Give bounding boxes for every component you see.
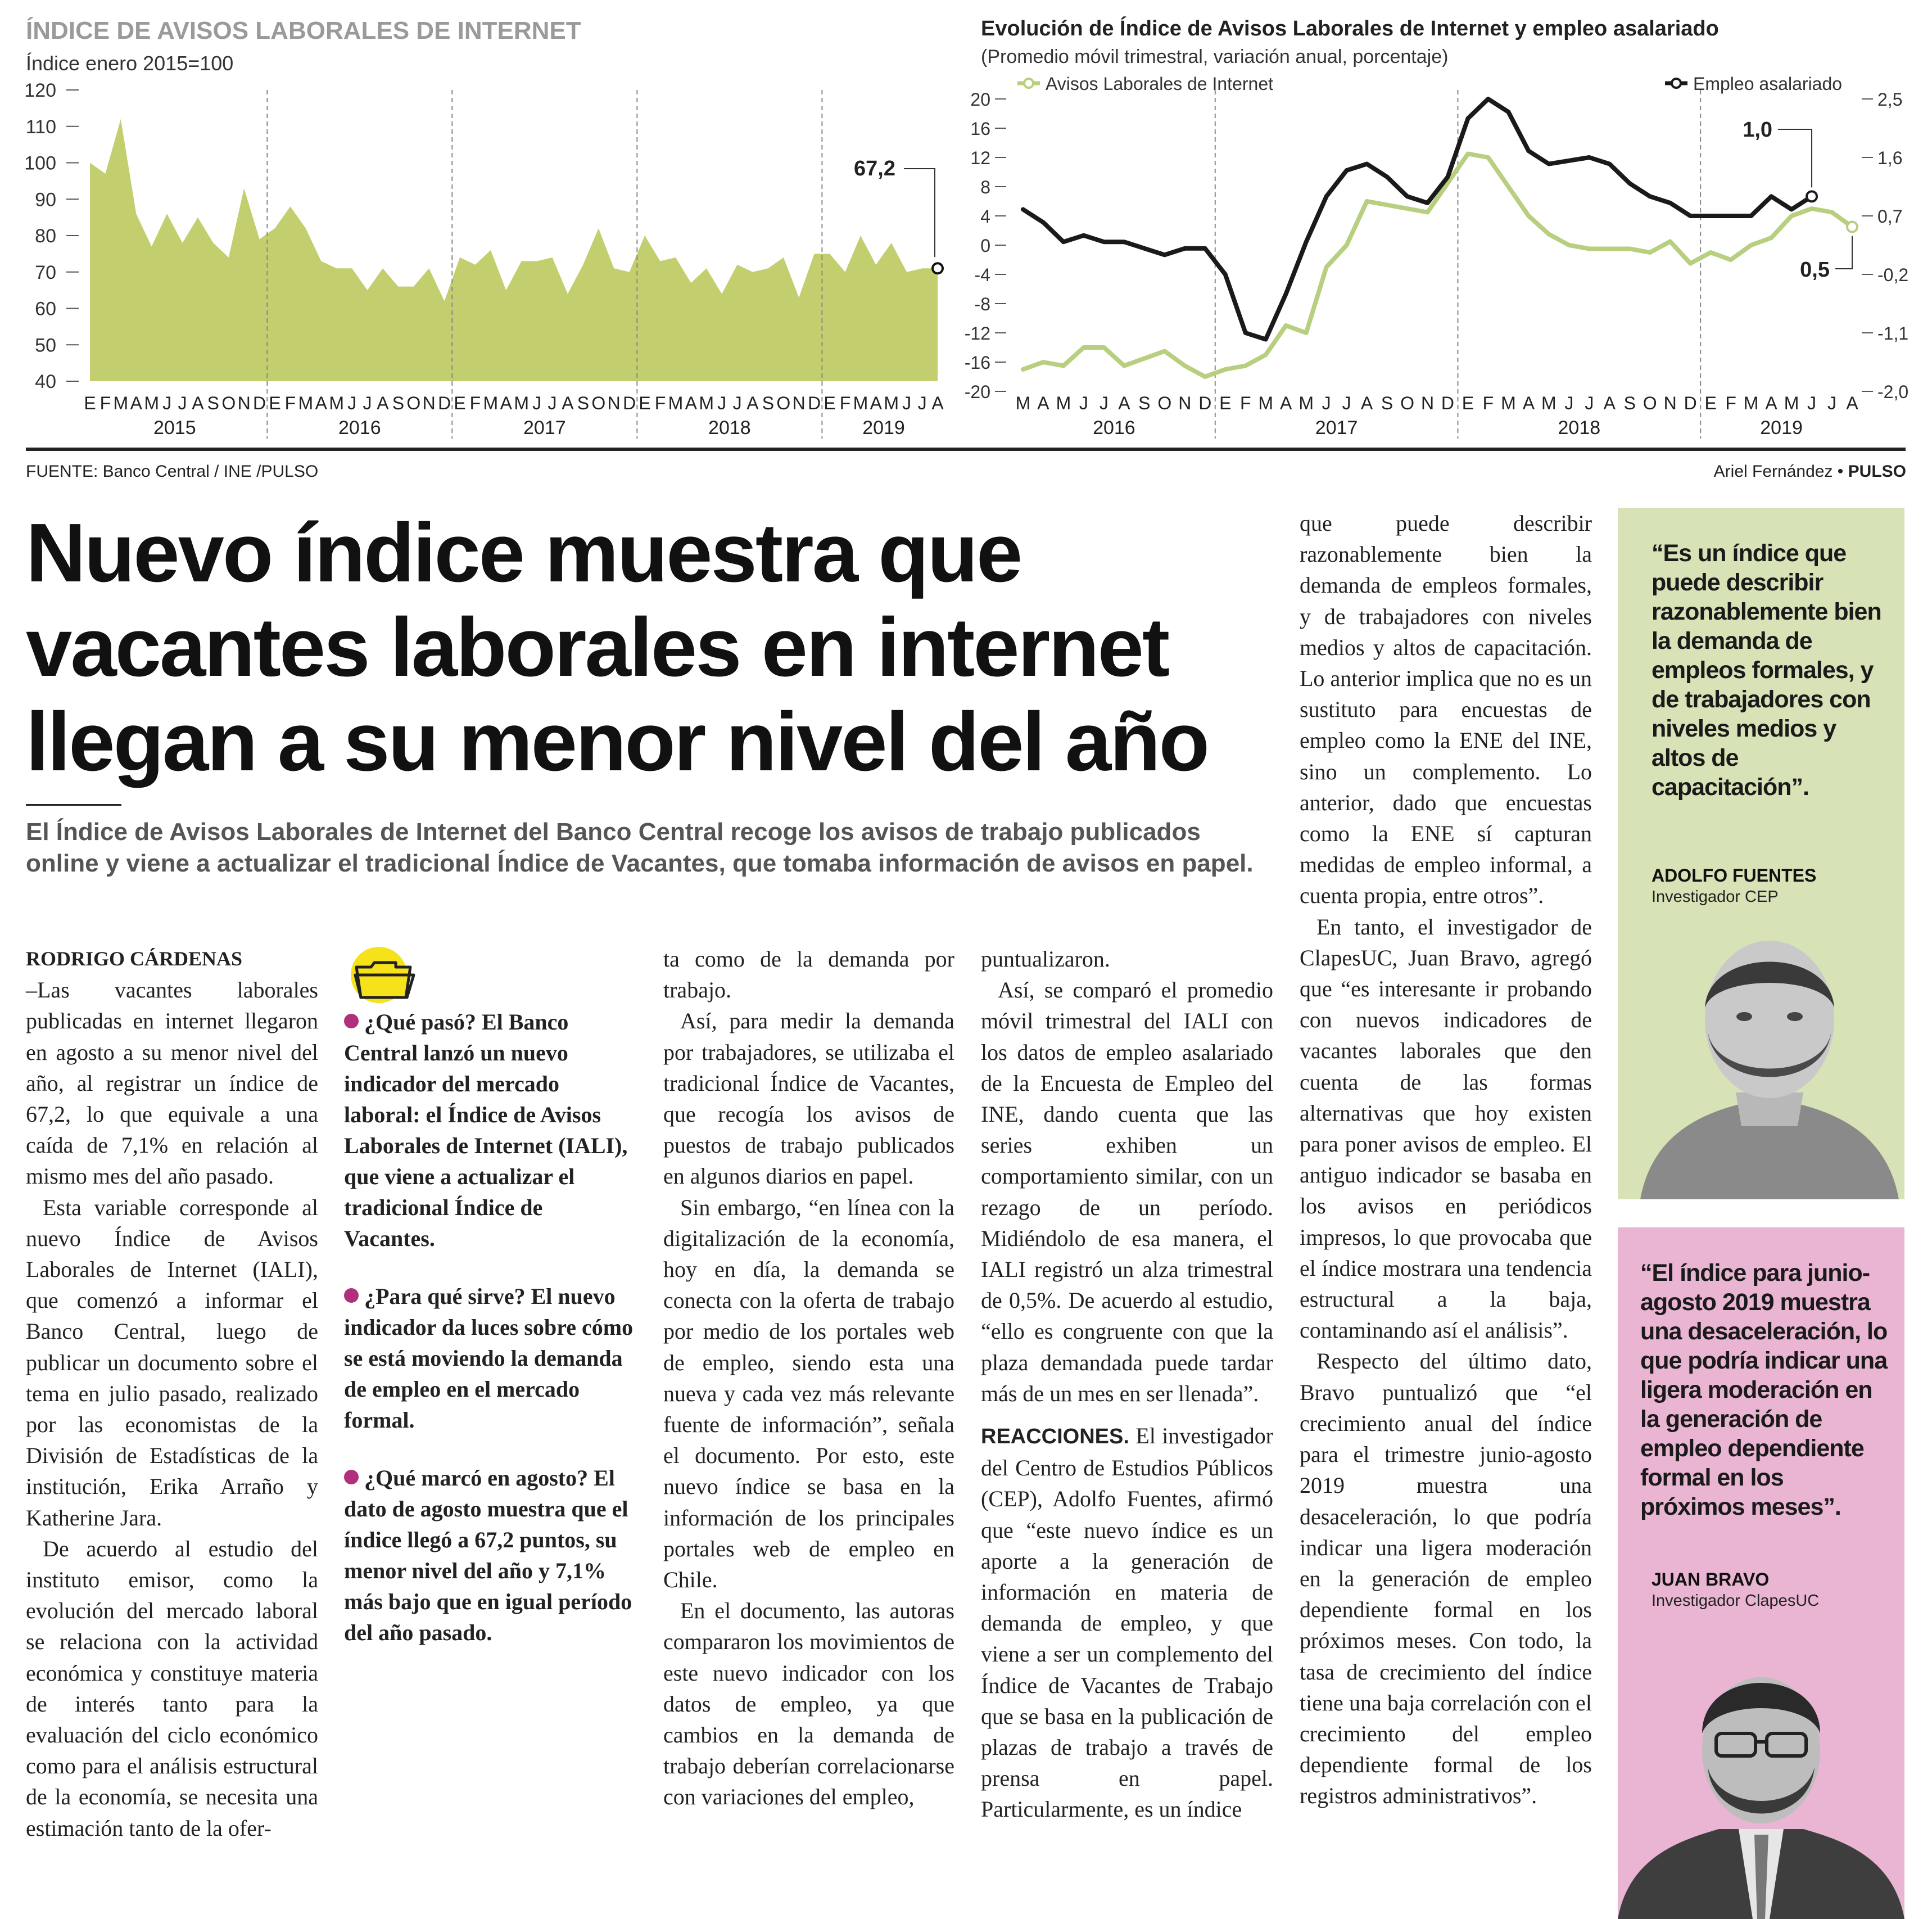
left-y-tick-label: -4: [974, 265, 990, 285]
x-month-label: O: [776, 393, 791, 413]
col1-paragraph-2: Esta variable corresponde al nuevo Índice de Avisos Laborales de Internet (IALI), que comenzó a informar el Banco Central, luego de publicar un documento sobre el tema en julio pasado, realizado por las economistas de la División de Estadísticas de la institución, Erika Arraño y Katherine Jara.: [26, 1194, 318, 1530]
x-month-label: E: [269, 393, 281, 413]
x-month-label: D: [808, 393, 821, 413]
col3-paragraph-2: Así, para medir la demanda por trabajadores, se utilizaba el tradicional Índice de Vacantes, que recogía los avisos de puestos de trabajo publicados en algunos diarios en papel.: [663, 1008, 954, 1189]
legend-empleo-marker: [1672, 79, 1681, 88]
x-month-label: A: [500, 393, 512, 413]
x-month-label: M: [1298, 393, 1314, 413]
x-month-label: E: [639, 393, 651, 413]
x-year-label: 2017: [1315, 417, 1358, 439]
left-y-tick-label: 0: [980, 236, 990, 256]
legend-avisos-marker: [1024, 79, 1033, 88]
x-month-label: J: [532, 393, 542, 413]
headline: Nuevo índice muestra que vacantes laborales en internet llegan a su menor nivel del año: [26, 507, 1208, 788]
x-month-label: E: [824, 393, 836, 413]
x-month-label: F: [469, 393, 481, 413]
x-month-label: O: [1157, 393, 1172, 413]
col3-paragraph-4: En el documento, las autoras compararon los movimientos de este nuevo indicador con los datos de empleo, ya que cambios en la demanda de trabajo deberían correlacionarse con variaciones del empleo,: [663, 1598, 954, 1810]
x-month-label: F: [1482, 393, 1494, 413]
x-month-label: J: [363, 393, 372, 413]
x-month-label: E: [454, 393, 466, 413]
x-month-label: D: [1441, 393, 1455, 413]
quote-name: JUAN BRAVO: [1652, 1569, 1770, 1590]
left-chart-title: ÍNDICE DE AVISOS LABORALES DE INTERNET: [26, 17, 581, 44]
folder-icon: [344, 946, 423, 1010]
right-y-tick-label: -1,1: [1877, 323, 1909, 344]
avisos-callout-line: [1835, 236, 1852, 269]
x-month-label: A: [192, 393, 204, 413]
left-y-tick-label: 12: [970, 148, 990, 168]
x-month-label: M: [668, 393, 684, 413]
col4-paragraph-2: Así, se comparó el promedio móvil trimestral del IALI con los datos de empleo asalariado de la Encuesta de Empleo del INE, dando cuenta que las series exhiben un comportamiento similar, con un rezago de un período. Midiéndolo de esa manera, el IALI registró un alza trimestral de 0,5%. De acuerdo al estudio, “ello es congruente con que la plaza demandada puede tardar más de un mes en ser llenada”.: [981, 977, 1273, 1406]
x-month-label: D: [1684, 393, 1697, 413]
x-month-label: S: [207, 393, 220, 413]
left-y-tick-label: 4: [980, 206, 990, 227]
bullet-icon: [344, 1014, 359, 1028]
x-month-label: S: [392, 393, 405, 413]
headline-rule: [26, 804, 121, 806]
x-month-label: A: [1603, 393, 1616, 413]
left-y-tick-label: -16: [964, 353, 990, 373]
x-month-label: J: [162, 393, 172, 413]
left-y-tick-label: -8: [974, 294, 990, 314]
col4-paragraph-3: REACCIONES. El investigador del Centro de Estudios Públicos (CEP), Adolfo Fuentes, afirmó que “este nuevo índice es un aporte a la generación de información en materia de demanda de empleo, y que viene a ser un complemento del Índice de Vacantes de Trabajo que se basa en la publicación de plazas de trabajo a través de prensa en papel. Particularmente, es un índice: [981, 1423, 1274, 1822]
right-chart-title: Evolución de Índice de Avisos Laborales de Internet y empleo asalariado: [981, 17, 1719, 40]
col1-paragraph-1: –Las vacantes laborales publicadas en internet llegaron en agosto a su menor nivel del año, al registrar un índice de 67,2, lo que equivale a una caída de 7,1% en relación al mismo mes del año pasado.: [26, 977, 318, 1189]
x-month-label: S: [1623, 393, 1636, 413]
right-y-tick-label: -2,0: [1877, 382, 1909, 402]
portrait-juan-bravo: [1618, 1643, 1904, 1919]
byline: RODRIGO CÁRDENAS: [26, 947, 243, 970]
bullet-icon: [344, 1470, 359, 1484]
x-year-label: 2016: [1093, 417, 1135, 439]
x-month-label: A: [1522, 393, 1535, 413]
x-month-label: E: [84, 393, 96, 413]
y-tick-label: 40: [35, 371, 56, 392]
column-5: [1300, 508, 1592, 1812]
left-y-tick-label: -20: [964, 382, 990, 402]
left-y-tick-label: -12: [964, 323, 990, 344]
x-month-label: N: [607, 393, 621, 413]
x-month-label: A: [931, 393, 944, 413]
x-month-label: O: [221, 393, 236, 413]
last-value-label: 67,2: [854, 157, 895, 180]
x-month-label: J: [1099, 393, 1108, 413]
y-tick-label: 110: [25, 116, 56, 138]
x-month-label: A: [746, 393, 759, 413]
col4-paragraph-1: puntualizaron.: [981, 946, 1110, 972]
y-tick-label: 90: [35, 189, 56, 211]
x-month-label: E: [1704, 393, 1717, 413]
chart-divider: [26, 448, 1906, 451]
right-y-tick-label: 2,5: [1877, 89, 1903, 110]
summary-item: ¿Qué pasó? El Banco Central lanzó un nuevo indicador del mercado laboral: el Índice de Avisos Laborales de Internet (IALI), que viene a actualizar el tradicional Índice de Vacantes.: [344, 1009, 628, 1251]
column-4: [981, 943, 1273, 1825]
legend-avisos-label: Avisos Laborales de Internet: [1046, 74, 1273, 94]
x-month-label: N: [792, 393, 806, 413]
x-month-label: M: [1541, 393, 1557, 413]
reactions-label: REACCIONES.: [981, 1425, 1129, 1449]
x-month-label: J: [548, 393, 557, 413]
right-chart-subtitle: (Promedio móvil trimestral, variación anual, porcentaje): [981, 46, 1449, 67]
x-month-label: A: [1037, 393, 1049, 413]
y-tick-label: 100: [24, 152, 56, 174]
x-month-label: M: [884, 393, 899, 413]
x-month-label: A: [1765, 393, 1777, 413]
right-y-tick-label: -0,2: [1877, 265, 1909, 285]
area-series-fill: [90, 119, 938, 381]
last-point-marker: [933, 263, 943, 273]
x-month-label: J: [1585, 393, 1594, 413]
bullet-icon: [344, 1288, 359, 1303]
col5-paragraph-1: que puede describir razonablemente bien la demanda de empleos formales, y de trabajadores con niveles medios y altos de capacitación. Lo anterior implica que no es un sustituto para encuestas de empleo como la ENE del INE, sino un complemento. Lo anterior, dado que encuestas como la ENE sí capturan medidas de empleo informal, a cuenta propia, entre otros”.: [1300, 511, 1592, 909]
x-month-label: J: [1807, 393, 1817, 413]
x-month-label: M: [514, 393, 530, 413]
col5-paragraph-3: Respecto del último dato, Bravo puntualizó que “el crecimiento anual del índice para el trimestre junio-agosto 2019 muestra una desaceleración, lo que podría indicar una ligera moderación en la generación de empleo dependiente formal en los próximos meses. Con todo, la tasa de crecimiento del índice tiene una baja correlación con el crecimiento del empleo dependiente formal de los registros administrativos”.: [1300, 1348, 1592, 1809]
x-month-label: M: [298, 393, 314, 413]
x-month-label: D: [623, 393, 636, 413]
x-month-label: M: [329, 393, 345, 413]
left-y-tick-label: 8: [980, 177, 990, 197]
x-month-label: N: [422, 393, 436, 413]
x-month-label: D: [438, 393, 451, 413]
legend-empleo-label: Empleo asalariado: [1693, 74, 1843, 94]
y-tick-label: 120: [24, 80, 56, 101]
y-tick-label: 80: [35, 225, 56, 247]
x-month-label: S: [762, 393, 775, 413]
source-note: FUENTE: Banco Central / INE /PULSO: [26, 462, 319, 481]
x-month-label: J: [178, 393, 187, 413]
x-month-label: M: [1743, 393, 1759, 413]
x-month-label: N: [237, 393, 251, 413]
summary-box: [344, 1006, 636, 1675]
x-month-label: N: [1663, 393, 1677, 413]
x-month-label: M: [853, 393, 868, 413]
x-month-label: D: [253, 393, 266, 413]
x-month-label: J: [902, 393, 912, 413]
x-month-label: M: [113, 393, 129, 413]
graphic-credit: Ariel Fernández • PULSO: [1713, 462, 1906, 481]
callout-line: [904, 169, 935, 257]
column-3: [663, 943, 954, 1813]
x-month-label: F: [1239, 393, 1251, 413]
x-year-label: 2019: [1760, 417, 1803, 439]
x-month-label: J: [1827, 393, 1837, 413]
x-month-label: J: [1564, 393, 1574, 413]
x-month-label: N: [1420, 393, 1435, 413]
quote-box-bravo: [1618, 1227, 1904, 1919]
summary-item: ¿Para qué sirve? El nuevo indicador da luces sobre cómo se está moviendo la demanda de empleo en el mercado formal.: [344, 1284, 634, 1433]
x-month-label: M: [144, 393, 160, 413]
col1-paragraph-3: De acuerdo al estudio del instituto emisor, como la evolución del mercado laboral se relaciona con la actividad económica y constituye materia de interés tanto para la evaluación del ciclo económico como para el análisis estructural de la economía, se necesita una estimación tanto de la ofer-: [26, 1536, 318, 1841]
col5-paragraph-2: En tanto, el investigador de ClapesUC, Juan Bravo, agregó que “es interesante ir probando con nuevos indicadores de vacantes laborales que den cuenta de las formas alternativas que hoy existen para poner avisos de empleo. El antiguo indicador se basaba en los avisos en periódicos impresos, lo que provocaba que el índice mostrara una tendencia estructural a la baja, contaminando así el análisis”.: [1300, 914, 1592, 1343]
x-month-label: A: [1846, 393, 1858, 413]
right-y-tick-label: 1,6: [1877, 148, 1903, 168]
deck: El Índice de Avisos Laborales de Internet del Banco Central recoge los avisos de trabajo publicados online y viene a actualizar el tradicional Índice de Vacantes, que tomaba información de avisos en papel.: [26, 818, 1254, 877]
x-month-label: J: [347, 393, 357, 413]
quote-role: Investigador CEP: [1652, 888, 1779, 906]
y-tick-label: 70: [35, 261, 56, 283]
x-month-label: A: [685, 393, 697, 413]
x-month-label: J: [1322, 393, 1331, 413]
x-month-label: M: [483, 393, 499, 413]
col3-paragraph-3: Sin embargo, “en línea con la digitalización de la economía, hoy en día, la demanda se conecta con la oferta de trabajo por medio de los portales web de empleo, siendo esta una nueva y cada vez más relevante fuente de información”, señala el documento. Por esto, este nuevo índice se basa en la información de los principales portales web de empleo en Chile.: [663, 1194, 954, 1593]
x-month-label: O: [591, 393, 606, 413]
quote-box-fuentes: [1618, 508, 1904, 1199]
x-month-label: M: [1258, 393, 1274, 413]
left-chart-subtitle: Índice enero 2015=100: [26, 52, 234, 75]
x-month-label: J: [732, 393, 742, 413]
x-month-label: M: [1784, 393, 1799, 413]
series-empleo-line-end-marker: [1807, 191, 1817, 201]
x-month-label: J: [1342, 393, 1351, 413]
right-y-tick-label: 0,7: [1877, 206, 1903, 227]
x-month-label: A: [130, 393, 142, 413]
x-month-label: E: [1462, 393, 1474, 413]
left-area-chart: [0, 0, 956, 450]
quote-role: Investigador ClapesUC: [1652, 1592, 1820, 1610]
series-avisos-line-end-marker: [1847, 222, 1857, 232]
x-month-label: A: [315, 393, 327, 413]
x-month-label: F: [284, 393, 296, 413]
empleo-last-value-label: 1,0: [1743, 118, 1773, 142]
x-year-label: 2019: [862, 417, 905, 439]
x-year-label: 2016: [338, 417, 381, 439]
x-month-label: J: [1079, 393, 1088, 413]
x-month-label: A: [870, 393, 882, 413]
summary-item: ¿Qué marcó en agosto? El dato de agosto muestra que el índice llegó a 67,2 puntos, su menor nivel del año y 7,1% más bajo que en igual período del año pasado.: [344, 1465, 632, 1645]
x-year-label: 2015: [153, 417, 196, 439]
x-month-label: E: [1219, 393, 1232, 413]
x-month-label: F: [839, 393, 851, 413]
left-y-tick-label: 20: [970, 89, 990, 110]
quote-text: “Es un índice que puede describir razonablemente bien la demanda de empleos formales, y de trabajadores con niveles medios y altos de capacitación”.: [1652, 540, 1881, 801]
x-month-label: M: [699, 393, 714, 413]
x-month-label: J: [717, 393, 727, 413]
x-year-label: 2018: [1558, 417, 1601, 439]
x-month-label: O: [1643, 393, 1657, 413]
x-year-label: 2018: [708, 417, 751, 439]
x-month-label: M: [1501, 393, 1516, 413]
series-empleo-line: [1023, 99, 1812, 340]
x-month-label: F: [654, 393, 666, 413]
x-month-label: J: [917, 393, 927, 413]
quote-name: ADOLFO FUENTES: [1652, 865, 1817, 886]
x-month-label: M: [1015, 393, 1031, 413]
avisos-last-value-label: 0,5: [1800, 258, 1830, 282]
col3-paragraph-1: ta como de la demanda por trabajo.: [663, 946, 954, 1003]
x-month-label: O: [1400, 393, 1414, 413]
x-month-label: N: [1178, 393, 1192, 413]
column-1: [26, 943, 318, 1844]
x-month-label: S: [577, 393, 590, 413]
x-month-label: A: [1118, 393, 1130, 413]
right-line-chart: [956, 0, 1932, 450]
credit-name: Ariel Fernández: [1713, 462, 1833, 481]
left-y-tick-label: 16: [970, 119, 990, 139]
x-year-label: 2017: [523, 417, 566, 439]
portrait-adolfo-fuentes: [1629, 924, 1904, 1199]
credit-outlet: PULSO: [1848, 462, 1906, 481]
x-month-label: F: [1725, 393, 1736, 413]
x-month-label: A: [1360, 393, 1373, 413]
y-tick-label: 60: [35, 298, 56, 320]
x-month-label: O: [406, 393, 421, 413]
x-month-label: A: [1280, 393, 1292, 413]
empleo-callout-line: [1778, 129, 1812, 187]
x-month-label: D: [1198, 393, 1212, 413]
x-month-label: F: [99, 393, 111, 413]
x-month-label: S: [1381, 393, 1393, 413]
x-month-label: S: [1138, 393, 1151, 413]
x-month-label: A: [377, 393, 389, 413]
quote-text: “El índice para junio-agosto 2019 muestra una desaceleración, lo que podría indicar una ligera moderación en la generación de empleo dependiente formal en los próximos meses”.: [1640, 1259, 1888, 1520]
x-month-label: A: [562, 393, 574, 413]
x-month-label: M: [1056, 393, 1071, 413]
y-tick-label: 50: [35, 335, 56, 356]
